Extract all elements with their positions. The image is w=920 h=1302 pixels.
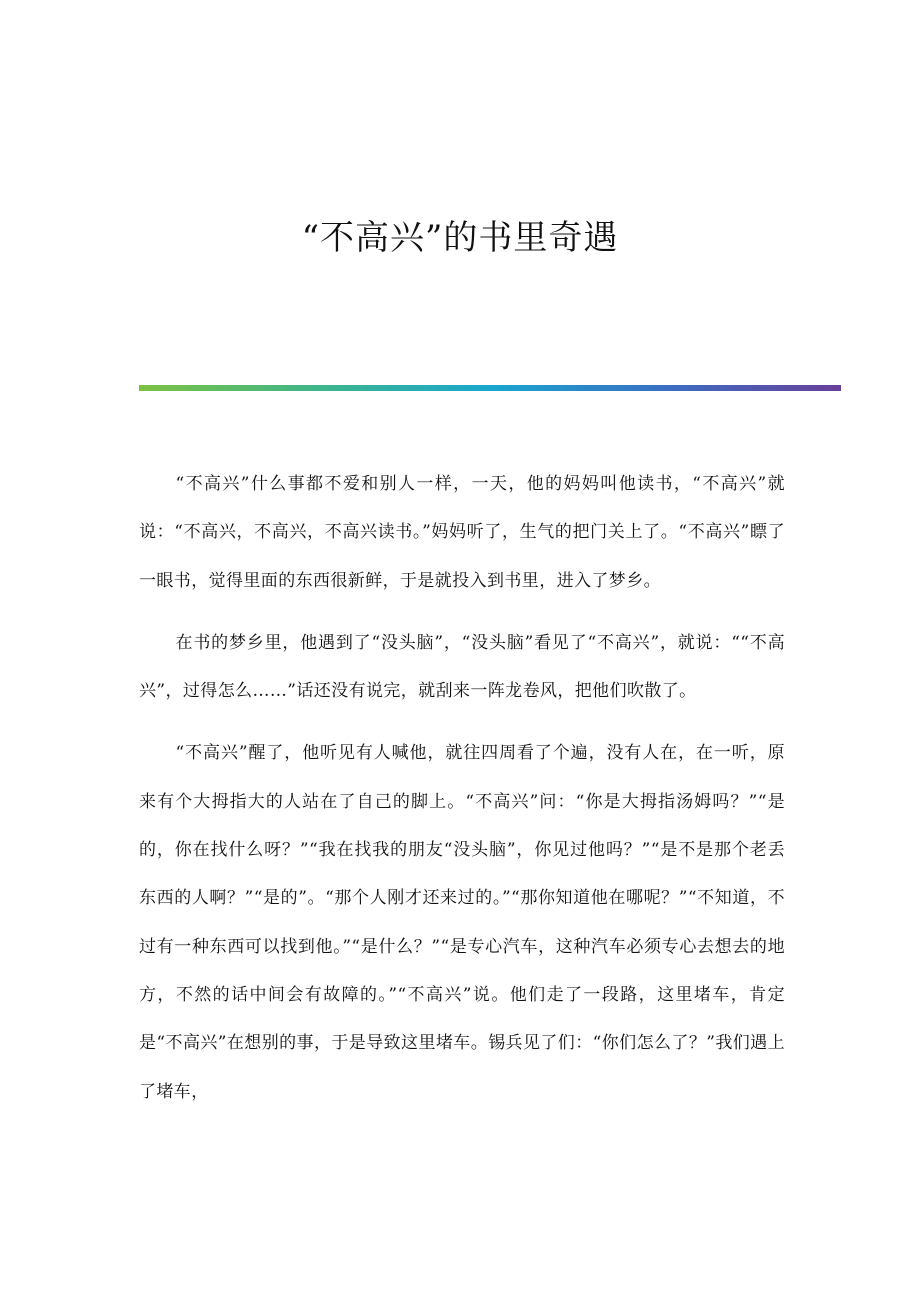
document-body — [139, 460, 785, 1130]
title-divider-gradient — [139, 385, 841, 391]
paragraph-2: 在书的梦乡里，他遇到了“没头脑”，“没头脑”看见了“不高兴”，就说：““不高兴”，过得怎么……”话还没有说完，就刮来一阵龙卷风，把他们吹散了。 — [139, 632, 785, 702]
document-title: “不高兴”的书里奇遇 — [301, 218, 619, 258]
paragraph-3: “不高兴”醒了，他听见有人喊他，就往四周看了个遍，没有人在，在一听，原来有个大拇指大的人站在了自己的脚上。“不高兴”问：“你是大拇指汤姆吗？”“是的，你在找什么呀？”“我在找我的朋友“没头脑”，你见过他吗？”“是不是那个老丢东西的人啊？”“是的”。“那个人刚才还来过的。”“那你知道他在哪呢？”“不知道，不过有一种东西可以找到他。”“是什么？”“是专心汽车，这种汽车必须专心去想去的地方，不然的话中间会有故障的。”“不高兴”说。他们走了一段路，这里堵车，肯定是“不高兴”在想别的事，于是导致这里堵车。锡兵见了们：“你们怎么了？”我们遇上了堵车， — [139, 743, 785, 1102]
paragraph-1: “不高兴”什么事都不爱和别人一样，一天，他的妈妈叫他读书，“不高兴”就说：“不高兴，不高兴，不高兴读书。”妈妈听了，生气的把门关上了。“不高兴”瞟了一眼书，觉得里面的东西很新鲜，于是就投入到书里，进入了梦乡。 — [139, 474, 785, 591]
